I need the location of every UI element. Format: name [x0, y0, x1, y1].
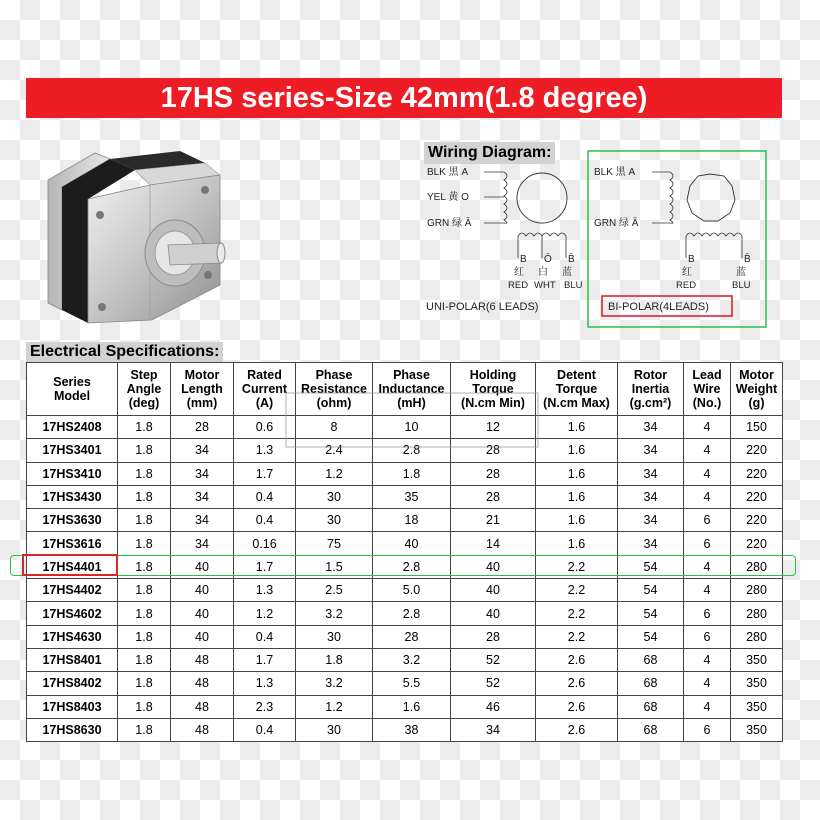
table-cell: 1.7 — [234, 648, 296, 671]
table-cell: 2.2 — [536, 625, 618, 648]
uni-sym-b: B — [520, 254, 527, 265]
table-cell: 1.8 — [118, 532, 171, 555]
column-header-line: Holding — [469, 368, 517, 382]
table-cell: 6 — [684, 509, 731, 532]
bi-caption: BI-POLAR(4LEADS) — [608, 301, 709, 313]
table-cell: 34 — [171, 485, 234, 508]
column-header-line: Inertia — [631, 382, 670, 396]
table-cell: 1.2 — [296, 462, 373, 485]
table-cell: 2.6 — [536, 648, 618, 671]
model-cell: 17HS4630 — [27, 625, 118, 648]
table-cell: 54 — [618, 555, 684, 578]
table-cell: 30 — [296, 718, 373, 741]
model-cell: 17HS8630 — [27, 718, 118, 741]
table-cell: 6 — [684, 602, 731, 625]
column-header-line: Step — [130, 368, 158, 382]
uni-sym-bbar: B̄ — [568, 254, 575, 265]
uni-cn-red: 红 — [514, 267, 524, 278]
column-header-line: (deg) — [128, 396, 160, 410]
table-cell: 1.5 — [296, 555, 373, 578]
table-cell: 2.8 — [373, 602, 451, 625]
column-header-line: Phase — [315, 368, 353, 382]
model-cell: 17HS3401 — [27, 439, 118, 462]
table-cell: 34 — [171, 532, 234, 555]
table-row — [27, 648, 783, 671]
table-cell: 1.6 — [536, 439, 618, 462]
uni-sym-o: Ō — [544, 254, 552, 265]
table-cell: 54 — [618, 625, 684, 648]
table-cell: 48 — [171, 648, 234, 671]
table-cell: 4 — [684, 439, 731, 462]
uni-en-red: RED — [508, 280, 529, 291]
bi-sym-bbar: B̄ — [744, 254, 751, 265]
table-cell: 1.7 — [234, 462, 296, 485]
table-cell: 280 — [731, 579, 783, 602]
table-cell: 10 — [373, 416, 451, 439]
table-cell: 2.2 — [536, 555, 618, 578]
model-cell: 17HS8401 — [27, 648, 118, 671]
table-cell: 40 — [451, 555, 536, 578]
column-header-line: (A) — [255, 396, 274, 410]
table-cell: 28 — [451, 462, 536, 485]
uni-cn-blu: 蓝 — [562, 267, 572, 278]
table-row — [27, 416, 783, 439]
table-cell: 34 — [618, 462, 684, 485]
model-cell: 17HS8403 — [27, 695, 118, 718]
bi-cn-blu: 蓝 — [736, 267, 746, 278]
table-cell: 4 — [684, 695, 731, 718]
table-cell: 4 — [684, 555, 731, 578]
model-cell: 17HS4401 — [27, 555, 118, 578]
table-cell: 1.6 — [536, 532, 618, 555]
column-header-line: Angle — [126, 382, 162, 396]
bi-cn-red: 红 — [682, 267, 692, 278]
wiring-diagram-heading: Wiring Diagram: — [424, 142, 555, 164]
table-cell: 34 — [618, 416, 684, 439]
column-header — [684, 363, 731, 416]
column-header-line: (N.cm Min) — [461, 396, 525, 410]
table-row — [27, 695, 783, 718]
table-row — [27, 439, 783, 462]
table-cell: 40 — [171, 602, 234, 625]
table-cell: 1.7 — [234, 555, 296, 578]
table-cell: 28 — [451, 439, 536, 462]
table-row — [27, 625, 783, 648]
column-header — [536, 363, 618, 416]
table-row — [27, 462, 783, 485]
uni-label-blk: BLK 黑 A — [427, 167, 469, 178]
table-cell: 40 — [171, 625, 234, 648]
table-cell: 30 — [296, 625, 373, 648]
table-cell: 75 — [296, 532, 373, 555]
table-cell: 1.2 — [296, 695, 373, 718]
table-cell: 12 — [451, 416, 536, 439]
table-row — [27, 672, 783, 695]
model-cell: 17HS4602 — [27, 602, 118, 625]
model-cell: 17HS3410 — [27, 462, 118, 485]
table-cell: 0.4 — [234, 718, 296, 741]
table-cell: 1.3 — [234, 439, 296, 462]
column-header — [373, 363, 451, 416]
table-cell: 4 — [684, 579, 731, 602]
table-cell: 34 — [171, 462, 234, 485]
table-cell: 2.8 — [373, 555, 451, 578]
table-cell: 2.6 — [536, 672, 618, 695]
column-header — [27, 363, 118, 416]
table-cell: 1.6 — [536, 509, 618, 532]
column-header-line: Motor — [184, 368, 220, 382]
table-cell: 1.8 — [118, 579, 171, 602]
table-cell: 280 — [731, 602, 783, 625]
model-cell: 17HS4402 — [27, 579, 118, 602]
table-cell: 0.16 — [234, 532, 296, 555]
table-cell: 40 — [451, 579, 536, 602]
column-header-line: Torque — [472, 382, 514, 396]
column-header-line: (ohm) — [316, 396, 352, 410]
table-cell: 46 — [451, 695, 536, 718]
column-header-line: (N.cm Max) — [543, 396, 610, 410]
column-header-line: Weight — [735, 382, 778, 396]
table-row — [27, 555, 783, 578]
column-header-line: Length — [181, 382, 223, 396]
table-cell: 52 — [451, 648, 536, 671]
model-cell: 17HS2408 — [27, 416, 118, 439]
bi-polar-diagram — [594, 166, 751, 291]
table-cell: 2.8 — [373, 439, 451, 462]
column-header — [451, 363, 536, 416]
table-cell: 34 — [171, 439, 234, 462]
table-cell: 150 — [731, 416, 783, 439]
table-cell: 1.8 — [118, 462, 171, 485]
model-cell: 17HS3616 — [27, 532, 118, 555]
table-cell: 30 — [296, 485, 373, 508]
table-cell: 18 — [373, 509, 451, 532]
table-cell: 28 — [451, 625, 536, 648]
table-cell: 2.4 — [296, 439, 373, 462]
table-row — [27, 602, 783, 625]
table-header-row — [27, 363, 783, 416]
uni-en-wht: WHT — [534, 280, 556, 291]
table-cell: 52 — [451, 672, 536, 695]
table-cell: 1.8 — [118, 509, 171, 532]
table-cell: 40 — [373, 532, 451, 555]
stepper-motor-image — [40, 145, 230, 340]
table-cell: 220 — [731, 462, 783, 485]
table-cell: 280 — [731, 555, 783, 578]
model-cell: 17HS3430 — [27, 485, 118, 508]
table-cell: 1.8 — [118, 602, 171, 625]
table-cell: 30 — [296, 509, 373, 532]
table-cell: 2.2 — [536, 579, 618, 602]
column-header-line: Rated — [247, 368, 282, 382]
table-cell: 1.2 — [234, 602, 296, 625]
electrical-specs-table — [26, 362, 783, 742]
table-cell: 1.6 — [536, 462, 618, 485]
table-cell: 2.6 — [536, 695, 618, 718]
table-cell: 40 — [451, 602, 536, 625]
table-cell: 14 — [451, 532, 536, 555]
table-cell: 0.4 — [234, 625, 296, 648]
table-cell: 34 — [618, 509, 684, 532]
column-header-line: (mm) — [186, 396, 218, 410]
table-cell: 4 — [684, 416, 731, 439]
column-header — [618, 363, 684, 416]
bi-en-blu: BLU — [732, 280, 751, 291]
table-cell: 1.8 — [118, 695, 171, 718]
table-cell: 34 — [618, 439, 684, 462]
table-cell: 3.2 — [296, 672, 373, 695]
table-cell: 350 — [731, 695, 783, 718]
table-cell: 28 — [451, 485, 536, 508]
bi-sym-b: B — [688, 254, 695, 265]
table-cell: 4 — [684, 672, 731, 695]
table-cell: 1.6 — [373, 695, 451, 718]
table-cell: 35 — [373, 485, 451, 508]
table-cell: 220 — [731, 509, 783, 532]
table-cell: 34 — [618, 485, 684, 508]
bi-label-blk: BLK 黑 A — [594, 167, 636, 178]
model-cell: 17HS8402 — [27, 672, 118, 695]
column-header-line: Series — [53, 375, 91, 389]
table-cell: 350 — [731, 648, 783, 671]
table-cell: 48 — [171, 672, 234, 695]
table-cell: 1.8 — [373, 462, 451, 485]
table-cell: 5.5 — [373, 672, 451, 695]
table-cell: 1.8 — [118, 485, 171, 508]
table-row — [27, 485, 783, 508]
column-header-line: (No.) — [692, 396, 722, 410]
table-cell: 4 — [684, 485, 731, 508]
column-header-line: Rotor — [633, 368, 668, 382]
table-cell: 1.3 — [234, 579, 296, 602]
column-header-line: Resistance — [300, 382, 367, 396]
table-cell: 40 — [171, 579, 234, 602]
column-header-line: Inductance — [378, 382, 445, 396]
table-cell: 280 — [731, 625, 783, 648]
bi-en-red: RED — [676, 280, 697, 291]
column-header — [118, 363, 171, 416]
table-cell: 2.5 — [296, 579, 373, 602]
electrical-specs-heading: Electrical Specifications: — [26, 342, 223, 362]
table-cell: 1.8 — [118, 718, 171, 741]
page-title: 17HS series-Size 42mm(1.8 degree) — [26, 78, 782, 118]
table-cell: 8 — [296, 416, 373, 439]
table-cell: 6 — [684, 532, 731, 555]
table-cell: 68 — [618, 672, 684, 695]
table-cell: 220 — [731, 485, 783, 508]
table-cell: 34 — [171, 509, 234, 532]
table-cell: 1.6 — [536, 485, 618, 508]
table-cell: 0.4 — [234, 485, 296, 508]
table-cell: 6 — [684, 625, 731, 648]
uni-cn-wht: 白 — [538, 267, 548, 278]
table-cell: 1.8 — [118, 648, 171, 671]
table-cell: 2.3 — [234, 695, 296, 718]
table-cell: 34 — [618, 532, 684, 555]
table-body — [27, 416, 783, 742]
table-cell: 54 — [618, 579, 684, 602]
table-cell: 1.8 — [118, 672, 171, 695]
table-cell: 350 — [731, 718, 783, 741]
wiring-diagram — [422, 150, 772, 330]
uni-en-blu: BLU — [564, 280, 583, 291]
table-cell: 40 — [171, 555, 234, 578]
column-header-line: Phase — [393, 368, 430, 382]
table-cell: 5.0 — [373, 579, 451, 602]
table-cell: 54 — [618, 602, 684, 625]
column-header — [171, 363, 234, 416]
table-cell: 2.6 — [536, 718, 618, 741]
column-header-line: Lead — [692, 368, 722, 382]
model-cell: 17HS3630 — [27, 509, 118, 532]
table-cell: 48 — [171, 718, 234, 741]
column-header-line: Wire — [693, 382, 721, 396]
column-header-line: Motor — [739, 368, 774, 382]
table-cell: 1.6 — [536, 416, 618, 439]
table-cell: 4 — [684, 462, 731, 485]
table-cell: 1.8 — [118, 439, 171, 462]
uni-polar-diagram — [426, 166, 583, 313]
column-header-line: Current — [241, 382, 288, 396]
table-cell: 3.2 — [296, 602, 373, 625]
table-cell: 28 — [373, 625, 451, 648]
table-cell: 34 — [451, 718, 536, 741]
table-cell: 21 — [451, 509, 536, 532]
column-header-line: (g) — [748, 396, 765, 410]
table-cell: 0.4 — [234, 509, 296, 532]
column-header — [731, 363, 783, 416]
table-row — [27, 718, 783, 741]
table-cell: 1.8 — [296, 648, 373, 671]
table-cell: 3.2 — [373, 648, 451, 671]
table-cell: 350 — [731, 672, 783, 695]
table-row — [27, 579, 783, 602]
uni-label-grn: GRN 绿 Ā — [427, 218, 472, 229]
table-cell: 220 — [731, 532, 783, 555]
column-header — [234, 363, 296, 416]
table-cell: 4 — [684, 648, 731, 671]
column-header-line: (mH) — [397, 396, 426, 410]
table-row — [27, 532, 783, 555]
column-header-line: Model — [53, 389, 91, 403]
table-cell: 0.6 — [234, 416, 296, 439]
uni-caption: UNI-POLAR(6 LEADS) — [426, 301, 539, 313]
column-header-line: Detent — [557, 368, 596, 382]
table-cell: 6 — [684, 718, 731, 741]
table-cell: 28 — [171, 416, 234, 439]
table-cell: 48 — [171, 695, 234, 718]
table-cell: 68 — [618, 648, 684, 671]
table-cell: 1.8 — [118, 416, 171, 439]
table-row — [27, 509, 783, 532]
table-cell: 68 — [618, 718, 684, 741]
column-header-line: (g.cm²) — [629, 396, 672, 410]
table-cell: 1.8 — [118, 555, 171, 578]
bi-label-grn: GRN 绿 Ā — [594, 218, 639, 229]
column-header — [296, 363, 373, 416]
table-cell: 220 — [731, 439, 783, 462]
table-cell: 2.2 — [536, 602, 618, 625]
column-header-line: Torque — [555, 382, 598, 396]
table-cell: 38 — [373, 718, 451, 741]
table-cell: 68 — [618, 695, 684, 718]
table-cell: 1.3 — [234, 672, 296, 695]
table-cell: 1.8 — [118, 625, 171, 648]
uni-label-yel: YEL 黄 O — [427, 192, 469, 203]
